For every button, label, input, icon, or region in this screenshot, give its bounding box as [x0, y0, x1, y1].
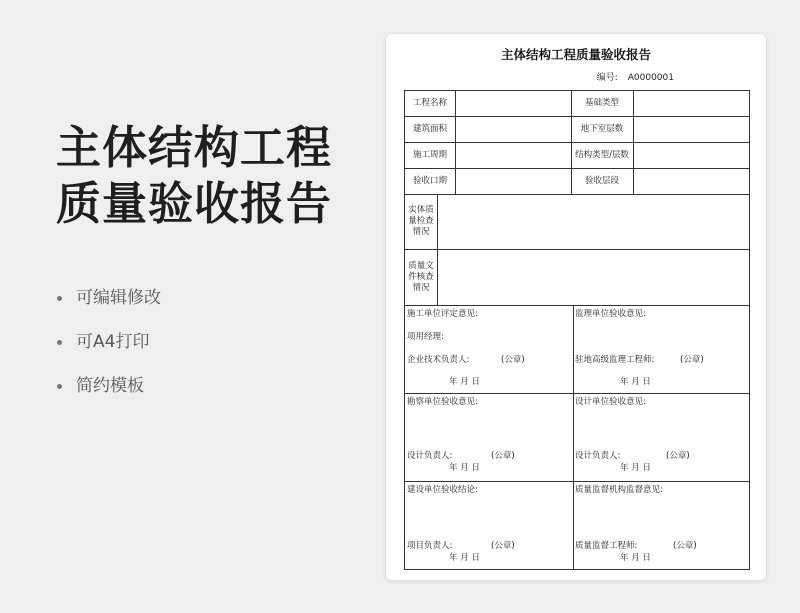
- section-label: 情况: [412, 227, 430, 237]
- seal-label: (公章): [673, 541, 697, 551]
- feature-item: 可A4打印: [56, 330, 161, 374]
- field-label: 工程名称: [412, 98, 447, 108]
- grid-line: [405, 481, 749, 482]
- section-label: 实体质: [408, 205, 434, 215]
- document-preview: [386, 34, 766, 580]
- feature-item: 简约模板: [56, 374, 161, 418]
- seal-label: (公章): [501, 355, 525, 365]
- section-label: 情况: [412, 283, 430, 293]
- section-label: 量检查: [408, 216, 434, 226]
- date-label: 年 月 日: [620, 553, 651, 563]
- seal-label: (公章): [666, 451, 690, 461]
- document-title: 主体结构工程质量验收报告: [500, 47, 651, 62]
- headline: [56, 120, 332, 232]
- grid-line: [633, 91, 634, 194]
- quality-engineer-label: 质量监督工程师:: [575, 541, 638, 551]
- report-form: [404, 90, 750, 570]
- tech-lead-label: 企业技术负责人:: [407, 355, 470, 365]
- headline-line-1: 主体结构工程: [56, 121, 333, 174]
- date-label: 年 月 日: [449, 553, 480, 563]
- field-label: 验收层段: [584, 176, 619, 186]
- seal-label: (公章): [491, 451, 515, 461]
- owner-person-label: 项目负责人:: [407, 541, 453, 551]
- supervision-opinion-label: 监理单位验收意见:: [575, 309, 646, 319]
- document-number-value: A0000001: [627, 73, 674, 83]
- field-label: 地下室层数: [580, 124, 624, 134]
- grid-line: [573, 305, 574, 569]
- field-label: 施工周期: [412, 150, 447, 160]
- date-label: 年 月 日: [449, 463, 480, 473]
- owner-conclusion-label: 建设单位验收结论:: [407, 485, 478, 495]
- survey-opinion-label: 勘察单位验收意见:: [407, 397, 478, 407]
- design-opinion-label: 设计单位验收意见:: [575, 397, 646, 407]
- design-person-label: 设计负责人:: [575, 451, 621, 461]
- feature-list: [56, 286, 161, 418]
- field-label: 基础类型: [584, 98, 619, 108]
- grid-line: [437, 194, 438, 305]
- seal-label: (公章): [680, 355, 704, 365]
- section-label: 件核查: [408, 272, 434, 282]
- feature-item: 可编辑修改: [56, 286, 161, 330]
- date-label: 年 月 日: [449, 377, 480, 387]
- grid-line: [405, 116, 749, 117]
- grid-line: [455, 91, 456, 194]
- survey-person-label: 设计负责人:: [407, 451, 453, 461]
- field-label: 结构类型/层数: [575, 150, 629, 160]
- date-label: 年 月 日: [620, 463, 651, 473]
- field-label: 验收口期: [412, 176, 447, 186]
- grid-line: [405, 142, 749, 143]
- seal-label: (公章): [491, 541, 515, 551]
- field-label: 建筑面积: [412, 124, 447, 134]
- grid-line: [405, 305, 749, 306]
- quality-opinion-label: 质量监督机构监督意见:: [575, 485, 663, 495]
- grid-line: [405, 194, 749, 195]
- grid-line: [405, 249, 749, 250]
- grid-line: [405, 393, 749, 394]
- document-number-label: 编号:: [596, 73, 618, 83]
- document-number: [597, 70, 674, 83]
- grid-line: [405, 168, 749, 169]
- headline-line-2: 质量验收报告: [56, 177, 333, 230]
- supervision-engineer-label: 驻地高级监理工程师:: [575, 355, 655, 365]
- section-label: 质量文: [408, 261, 434, 271]
- project-manager-label: 项用经理:: [407, 332, 444, 342]
- construction-opinion-label: 施工单位评定意见:: [407, 309, 478, 319]
- date-label: 年 月 日: [620, 377, 651, 387]
